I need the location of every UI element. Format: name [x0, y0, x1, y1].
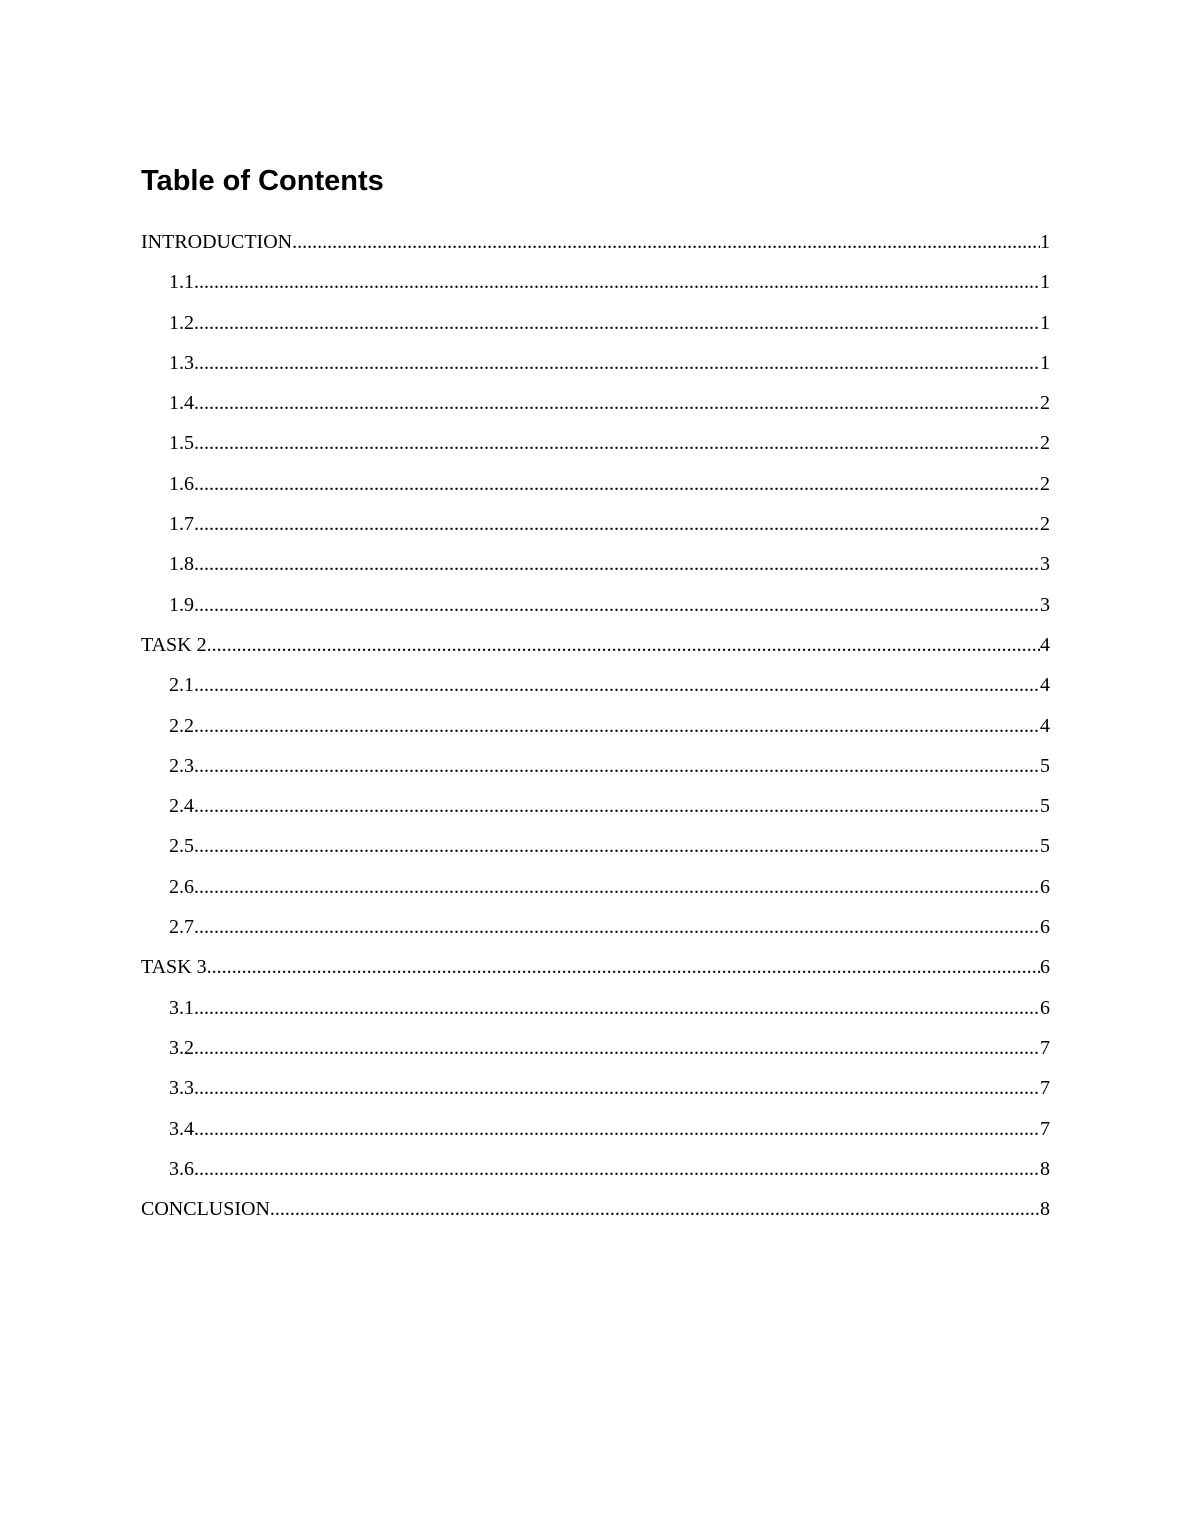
toc-entry[interactable]: [141, 268, 1050, 308]
toc-entry[interactable]: [141, 1074, 1050, 1114]
toc-entry-page-number: 2: [1040, 472, 1050, 495]
toc-entry[interactable]: [141, 712, 1050, 752]
toc-entry-page-number: 1: [1040, 231, 1050, 253]
toc-dot-leader: [207, 631, 1040, 659]
toc-entry[interactable]: [141, 671, 1050, 711]
toc-dot-leader: [194, 913, 1040, 941]
toc-entry[interactable]: [141, 309, 1050, 349]
toc-entry-label: 3.1: [169, 996, 194, 1019]
toc-entry-label: 2.1: [169, 674, 194, 697]
toc-entry-label: 2.4: [169, 795, 194, 818]
toc-entry-page-number: 8: [1040, 1157, 1050, 1180]
toc-entry-label: 2.3: [169, 754, 194, 777]
toc-entry-label: 1.7: [169, 513, 194, 536]
toc-entry-label: 2.6: [169, 875, 194, 898]
toc-entry-page-number: 7: [1040, 1117, 1050, 1140]
toc-entry-page-number: 5: [1040, 835, 1050, 858]
toc-entry-page-number: 6: [1040, 875, 1050, 898]
toc-entry[interactable]: [141, 953, 1050, 993]
toc-entry[interactable]: [141, 429, 1050, 469]
toc-entry-label: 1.5: [169, 432, 194, 455]
toc-entry[interactable]: [141, 349, 1050, 389]
toc-entry-label: 1.9: [169, 593, 194, 616]
toc-entry[interactable]: [141, 1115, 1050, 1155]
toc-dot-leader: [194, 349, 1040, 377]
toc-entry-label: 2.7: [169, 916, 194, 939]
toc-dot-leader: [194, 832, 1040, 860]
toc-entry-page-number: 8: [1040, 1198, 1050, 1221]
toc-title: Table of Contents: [141, 165, 384, 197]
toc-entry[interactable]: [141, 913, 1050, 953]
toc-entry-page-number: 7: [1040, 1077, 1050, 1100]
toc-entry-label: 3.6: [169, 1157, 194, 1180]
toc-dot-leader: [194, 429, 1040, 457]
toc-dot-leader: [207, 953, 1040, 981]
toc-entry[interactable]: [141, 228, 1050, 268]
toc-entry-page-number: 4: [1040, 714, 1050, 737]
toc-entry[interactable]: [141, 792, 1050, 832]
toc-entry-label: 3.2: [169, 1036, 194, 1059]
toc-entry-page-number: 4: [1040, 633, 1050, 656]
toc-entry-page-number: 2: [1040, 513, 1050, 536]
toc-dot-leader: [194, 591, 1040, 619]
toc-dot-leader: [194, 873, 1040, 901]
toc-entry-page-number: 6: [1040, 956, 1050, 979]
toc-entry-page-number: 2: [1040, 392, 1050, 415]
toc-entry-page-number: 3: [1040, 553, 1050, 576]
toc-entry-page-number: 6: [1040, 916, 1050, 939]
toc-dot-leader: [194, 752, 1040, 780]
toc-entry-label: 2.5: [169, 835, 194, 858]
toc-dot-leader: [194, 550, 1040, 578]
toc-entry[interactable]: [141, 631, 1050, 671]
toc-entry[interactable]: [141, 510, 1050, 550]
toc-entry[interactable]: [141, 1034, 1050, 1074]
toc-dot-leader: [194, 309, 1040, 337]
toc-dot-leader: [194, 1034, 1040, 1062]
toc-entry-label: 2.2: [169, 714, 194, 737]
toc-entry-page-number: 1: [1040, 271, 1050, 294]
toc-entry[interactable]: [141, 470, 1050, 510]
toc-dot-leader: [270, 1195, 1040, 1223]
toc-entry[interactable]: [141, 1155, 1050, 1195]
toc-entry-label: 1.2: [169, 311, 194, 334]
toc-dot-leader: [194, 470, 1040, 498]
toc-entry-label: 1.6: [169, 472, 194, 495]
toc-entry-page-number: 5: [1040, 754, 1050, 777]
toc-entry-page-number: 7: [1040, 1036, 1050, 1059]
toc-entry-page-number: 1: [1040, 311, 1050, 334]
toc-entry[interactable]: [141, 994, 1050, 1034]
toc-entry-label: 1.8: [169, 553, 194, 576]
toc-entry[interactable]: [141, 752, 1050, 792]
toc-entry[interactable]: [141, 389, 1050, 429]
toc-entry[interactable]: [141, 550, 1050, 590]
toc-entry-label: 1.1: [169, 271, 194, 294]
toc-entry-page-number: 1: [1040, 351, 1050, 374]
toc-dot-leader: [194, 1155, 1040, 1183]
toc-dot-leader: [194, 1074, 1040, 1102]
toc-entry-page-number: 4: [1040, 674, 1050, 697]
toc-list: [141, 228, 1050, 1235]
toc-dot-leader: [194, 510, 1040, 538]
toc-dot-leader: [194, 792, 1040, 820]
toc-entry-label: CONCLUSION: [141, 1198, 270, 1221]
toc-entry-page-number: 3: [1040, 593, 1050, 616]
toc-dot-leader: [194, 389, 1040, 417]
toc-entry[interactable]: [141, 873, 1050, 913]
toc-entry-label: TASK 2: [141, 633, 207, 656]
toc-entry-page-number: 2: [1040, 432, 1050, 455]
toc-entry[interactable]: [141, 1195, 1050, 1235]
toc-entry-label: TASK 3: [141, 956, 207, 979]
toc-entry-label: 1.4: [169, 392, 194, 415]
toc-dot-leader: [194, 1115, 1040, 1143]
toc-entry-page-number: 5: [1040, 795, 1050, 818]
toc-dot-leader: [194, 268, 1040, 296]
toc-entry-label: 3.3: [169, 1077, 194, 1100]
toc-entry-page-number: 6: [1040, 996, 1050, 1019]
toc-dot-leader: [292, 228, 1040, 256]
toc-entry-label: 3.4: [169, 1117, 194, 1140]
toc-dot-leader: [194, 712, 1040, 740]
toc-entry[interactable]: [141, 832, 1050, 872]
toc-entry-label: 1.3: [169, 351, 194, 374]
toc-entry[interactable]: [141, 591, 1050, 631]
toc-dot-leader: [194, 994, 1040, 1022]
toc-entry-label: INTRODUCTION: [141, 231, 293, 253]
toc-dot-leader: [194, 671, 1040, 699]
